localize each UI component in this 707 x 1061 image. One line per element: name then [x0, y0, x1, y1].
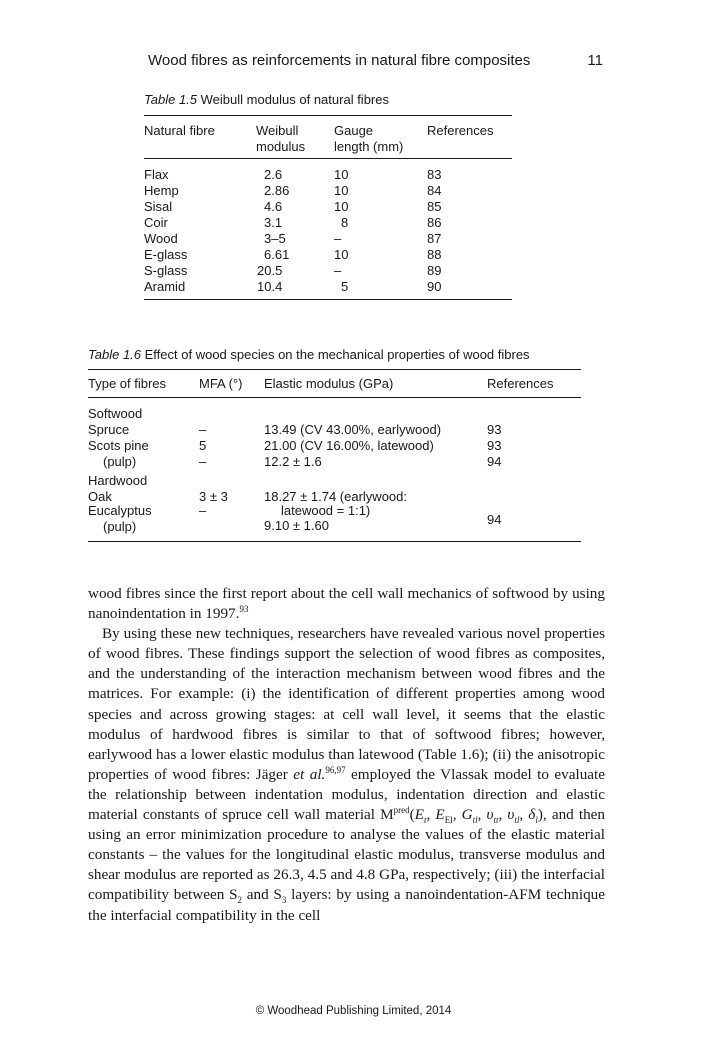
table-cell: 3–5	[264, 231, 286, 246]
table-1-5-header-rule	[144, 158, 512, 159]
running-title: Wood fibres as reinforcements in natural fibre composites	[148, 52, 531, 69]
table-cell: 5	[341, 279, 349, 294]
table-1-6-top-rule	[88, 369, 581, 370]
group-hardwood: Hardwood	[88, 473, 148, 488]
table-row: Eucalyptus	[88, 503, 152, 518]
table-1-6-title: Effect of wood species on the mechanical properties of wood fibres	[141, 347, 530, 362]
table-row: Wood	[144, 231, 178, 246]
group-softwood: Softwood	[88, 406, 143, 421]
table-cell: 2.86	[264, 183, 290, 198]
table-1-5-title: Weibull modulus of natural fibres	[197, 92, 389, 107]
table-cell: –	[199, 454, 207, 469]
paragraph-1: wood fibres since the first report about the cell wall mechanics of softwood by using nanoindentation in 1997.93	[88, 585, 605, 623]
body-text	[88, 584, 605, 926]
t15-header-length: length (mm)	[334, 139, 404, 154]
table-cell: 10	[334, 247, 349, 262]
table-cell: 9.10 ± 1.60	[264, 518, 329, 533]
table-row: Sisal	[144, 199, 173, 214]
table-cell: 87	[427, 231, 442, 246]
table-1-6-bottom-rule	[88, 541, 581, 542]
table-cell: 2.6	[264, 167, 283, 182]
table-row: Flax	[144, 167, 169, 182]
table-row: Scots pine	[88, 438, 149, 453]
table-cell: 88	[427, 247, 442, 262]
table-1-6-header-rule	[88, 397, 581, 398]
table-cell: 10.4	[257, 279, 283, 294]
paragraph-2: By using these new techniques, researchers have revealed various novel properties of wood fibres. These findings support the selection of wood fibres as composites, and the understanding of the interaction mechanism between wood fibres and the matrices. For example: (i) the identification of different properties among wood species and across growing stages: at cell wall level, it seems that the elastic modulus of hardwood fibres is similar to that of softwood fibres; however, earlywood has a lower elastic modulus than latewood (Table 1.6); (ii) the anisotropic properties of wood fibres: Jäger et al.$^{96,97}$ employed the Vlassak model to evaluate the relationship between indentation modulus, indentation direction and elastic material constants of spruce cell wall material $M^{pred}(E_t$, $E_{El}$, $G_{tl}$, $\upsilon_{tt}$, $\upsilon_{tl}$, $\delta_l$), and then using an error minimization procedure to analyse the values of the elastic material constants – the values for the longitudinal elastic modulus, transverse modulus and shear modulus are reported as 26.3, 4.5 and 4.8 GPa, respectively; (iii) the interfacial compatibility between $S_2$ and $S_3$ layers: by using a nanoindentation-AFM technique the interfacial compatibility in the cell	[88, 625, 606, 924]
table-cell: 85	[427, 199, 442, 214]
table-cell: (pulp)	[103, 519, 137, 534]
page-number: 11	[587, 52, 603, 69]
table-cell: 93	[487, 438, 502, 453]
table-row: (pulp)	[103, 454, 137, 469]
table-cell: 18.27 ± 1.74 (earlywood:	[264, 489, 407, 504]
table-1-5-bottom-rule	[144, 299, 512, 300]
table-cell: 89	[427, 263, 442, 278]
table-cell: 86	[427, 215, 442, 230]
table-cell: –	[199, 422, 207, 437]
table-1-6-label: Table 1.6	[88, 347, 142, 362]
t16-header-elastic: Elastic modulus (GPa)	[264, 376, 394, 391]
table-row: Oak	[88, 489, 112, 504]
table-row: Aramid	[144, 279, 186, 294]
table-cell: 6.61	[264, 247, 290, 262]
table-cell: 20.5	[257, 263, 283, 278]
t15-header-fibre: Natural fibre	[144, 123, 215, 138]
table-1-5-caption	[144, 92, 389, 107]
table-cell: 10	[334, 199, 349, 214]
table-row: Coir	[144, 215, 168, 230]
table-cell: 12.2 ± 1.6	[264, 454, 322, 469]
t15-header-modulus: modulus	[256, 139, 306, 154]
t16-header-references: References	[487, 376, 554, 391]
table-cell: –	[334, 263, 342, 278]
table-cell: 10	[334, 167, 349, 182]
table-cell: –	[334, 231, 342, 246]
table-1-5-label: Table 1.5	[144, 92, 198, 107]
table-cell: 93	[487, 422, 502, 437]
table-cell: 94	[487, 512, 502, 527]
table-cell: –	[199, 503, 207, 518]
citation: 96,97	[325, 764, 346, 775]
table-row: Hemp	[144, 183, 179, 198]
table-cell: 8	[341, 215, 349, 230]
table-row: Spruce	[88, 422, 130, 437]
copyright-footer: © Woodhead Publishing Limited, 2014	[255, 1005, 452, 1017]
table-cell: 3 ± 3	[199, 489, 228, 504]
table-cell: 13.49 (CV 43.00%, earlywood)	[264, 422, 442, 437]
t15-header-gauge: Gauge	[334, 123, 374, 138]
table-cell: 84	[427, 183, 442, 198]
table-row: S-glass	[144, 263, 188, 278]
t16-header-type: Type of fibres	[88, 376, 167, 391]
table-1-5-top-rule	[144, 115, 512, 116]
table-row: E-glass	[144, 247, 188, 262]
table-cell: 10	[334, 183, 349, 198]
t15-header-references: References	[427, 123, 494, 138]
table-cell: 94	[487, 454, 502, 469]
t16-header-mfa: MFA (°)	[199, 376, 243, 391]
table-cell: latewood = 1:1)	[281, 503, 371, 518]
table-cell: 5	[199, 438, 207, 453]
table-cell: 4.6	[264, 199, 283, 214]
table-cell: 83	[427, 167, 442, 182]
table-cell: 90	[427, 279, 442, 294]
table-1-6-caption	[88, 347, 530, 362]
table-cell: 3.1	[264, 215, 283, 230]
citation: 93	[239, 604, 249, 615]
table-cell: 21.00 (CV 16.00%, latewood)	[264, 438, 434, 453]
t15-header-weibull: Weibull	[256, 123, 299, 138]
